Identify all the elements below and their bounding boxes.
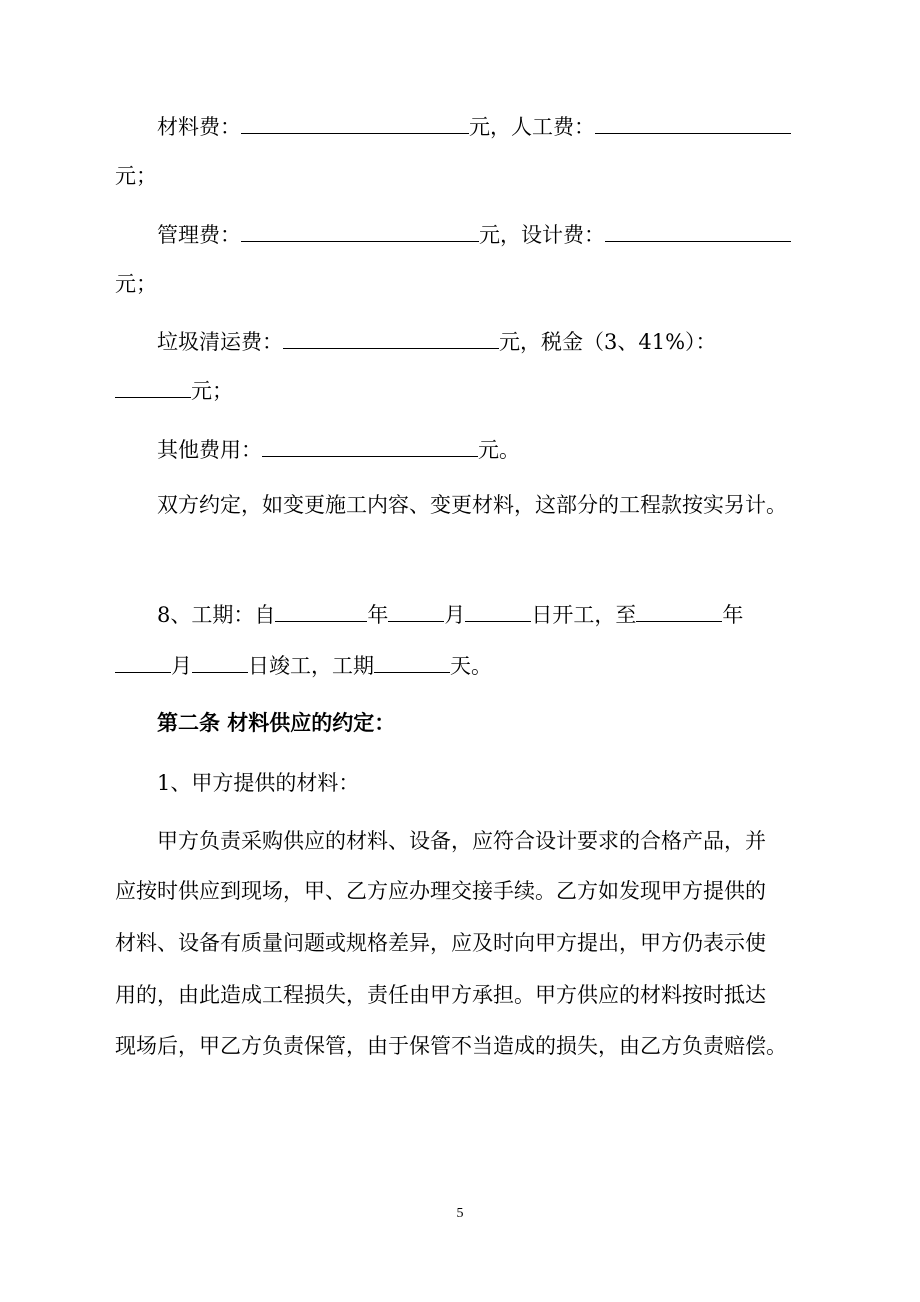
unit-yuan-end: 元；	[115, 164, 157, 188]
end-day-blank[interactable]	[192, 654, 248, 673]
days-label: 天。	[450, 654, 492, 678]
fee-line-tax-cont	[115, 376, 233, 406]
article2-para-line: 现场后，甲乙方负责保管，由于保管不当造成的损失，由乙方负责赔偿。	[115, 1034, 787, 1058]
article2-para-line: 甲方负责采购供应的材料、设备，应符合设计要求的合格产品，并	[157, 829, 766, 853]
schedule-line-1	[157, 600, 743, 630]
year-label: 年	[367, 603, 389, 627]
start-year-blank[interactable]	[275, 603, 367, 622]
agreement-text: 双方约定，如变更施工内容、变更材料，这部分的工程款按实另计。	[157, 493, 787, 517]
article2-para-line: 应按时供应到现场，甲、乙方应办理交接手续。乙方如发现甲方提供的	[115, 879, 766, 903]
labor-fee-label: ，人工费：	[490, 115, 595, 139]
tax-label: ，税金（3、41%）：	[520, 330, 717, 354]
unit-yuan-end: 元；	[115, 272, 157, 296]
unit-yuan: 元	[479, 223, 500, 247]
start-day-label: 日开工，至	[531, 603, 637, 627]
fee-line-other	[157, 435, 520, 465]
management-fee-label: 管理费：	[157, 223, 241, 247]
fee-line-management	[157, 220, 791, 250]
month-label: 月	[444, 603, 466, 627]
duration-blank[interactable]	[374, 654, 450, 673]
other-fee-label: 其他费用：	[157, 438, 262, 462]
fee-line-material-cont	[115, 161, 157, 191]
start-day-blank[interactable]	[465, 603, 531, 622]
page-number: 5	[456, 1206, 464, 1221]
article2-sub1: 1、甲方提供的材料：	[157, 771, 360, 795]
garbage-fee-label: 垃圾清运费：	[157, 330, 283, 354]
fee-line-management-cont	[115, 269, 157, 299]
fee-line-garbage	[157, 327, 717, 357]
garbage-fee-blank[interactable]	[283, 330, 499, 349]
design-fee-label: ，设计费：	[500, 223, 605, 247]
material-fee-label: 材料费：	[157, 115, 241, 139]
unit-yuan-end: 元；	[191, 379, 233, 403]
start-month-blank[interactable]	[388, 603, 444, 622]
unit-yuan-period: 元。	[478, 438, 520, 462]
schedule-line-2	[115, 651, 492, 681]
unit-yuan: 元	[499, 330, 520, 354]
fee-line-material	[157, 112, 791, 142]
tax-blank[interactable]	[115, 379, 191, 398]
month-label: 月	[171, 654, 192, 678]
labor-fee-blank[interactable]	[595, 115, 791, 134]
article2-heading: 第二条 材料供应的约定：	[157, 711, 396, 735]
schedule-prefix: 8、工期：自	[157, 603, 276, 627]
article2-para-line: 材料、设备有质量问题或规格差异，应及时向甲方提出，甲方仍表示使	[115, 931, 766, 955]
material-fee-blank[interactable]	[241, 115, 469, 134]
design-fee-blank[interactable]	[605, 223, 791, 242]
end-month-blank[interactable]	[115, 654, 171, 673]
end-day-label: 日竣工，工期	[248, 654, 374, 678]
year-label: 年	[722, 603, 744, 627]
management-fee-blank[interactable]	[241, 223, 479, 242]
end-year-blank[interactable]	[636, 603, 722, 622]
unit-yuan: 元	[469, 115, 490, 139]
other-fee-blank[interactable]	[262, 438, 478, 457]
article2-para-line: 用的，由此造成工程损失，责任由甲方承担。甲方供应的材料按时抵达	[115, 983, 766, 1007]
